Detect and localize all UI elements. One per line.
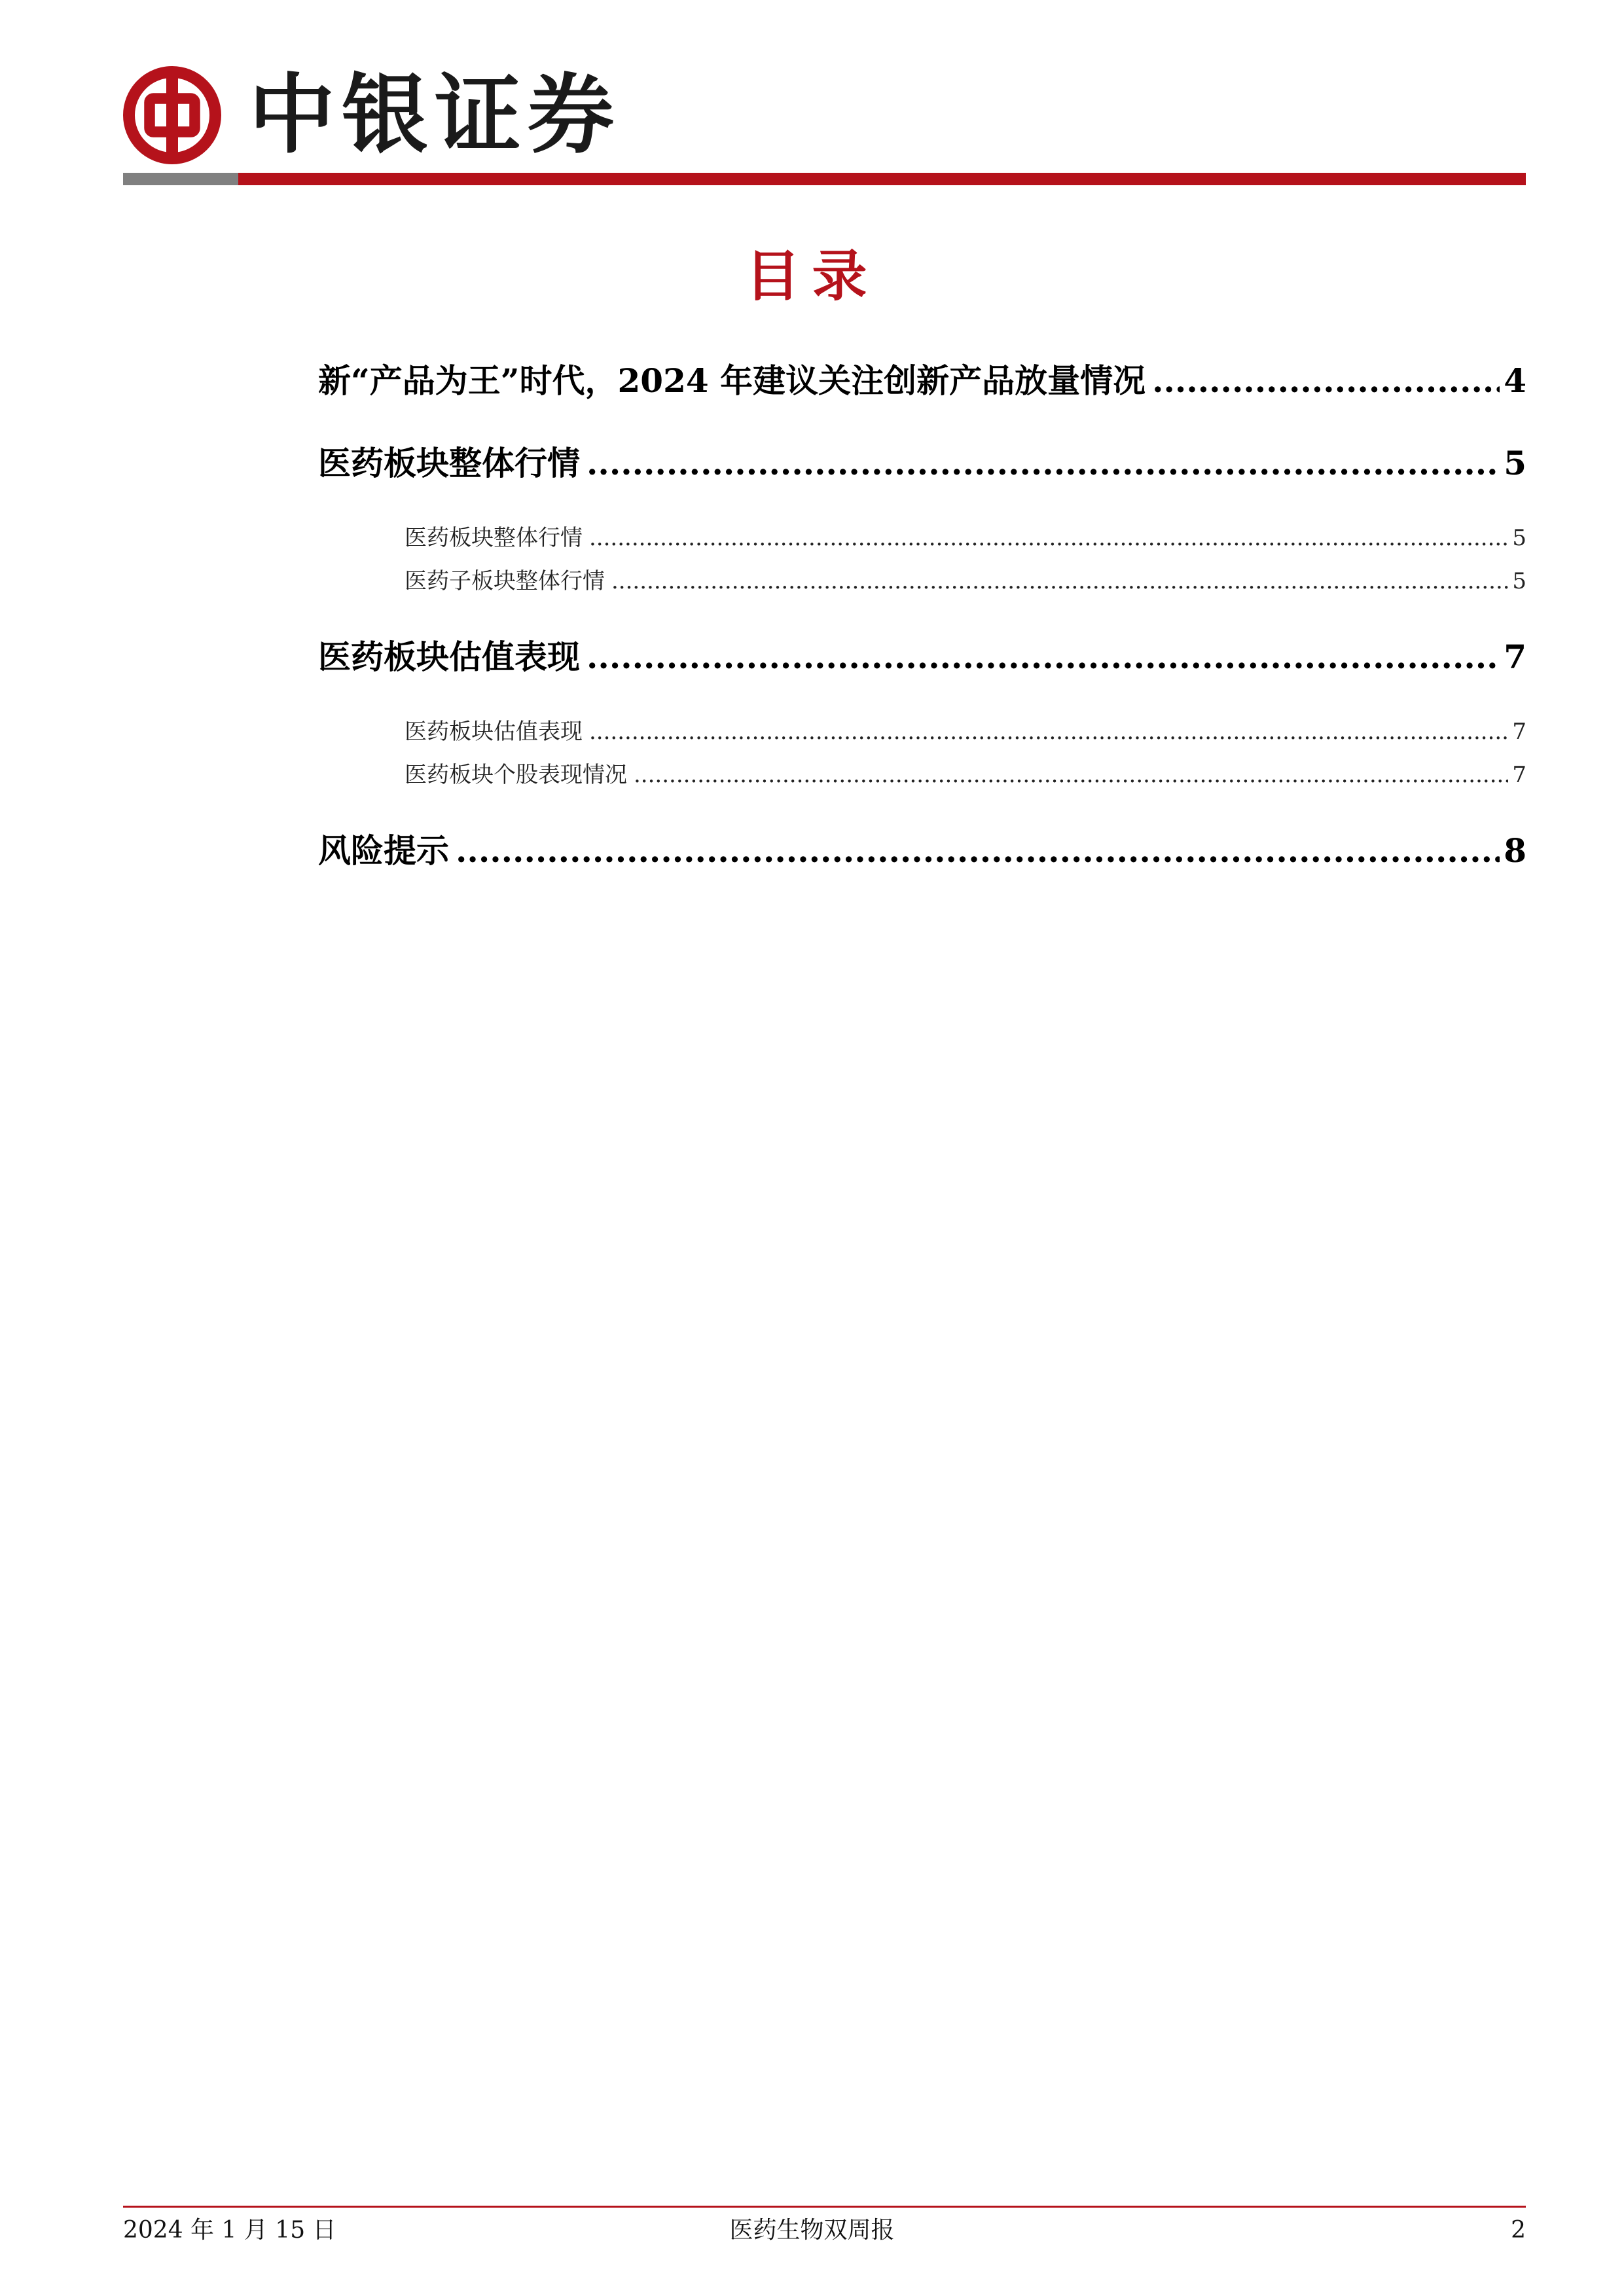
toc-entry-page: 7 [1512, 719, 1526, 745]
toc-entry-risk-warning[interactable] [318, 830, 1526, 872]
toc-entry-text: 医药板块估值表现 [405, 719, 583, 745]
toc-subentry-stock-performance[interactable] [405, 761, 1526, 789]
toc-entry-page: 8 [1504, 831, 1526, 870]
toc-title: 目录 [745, 243, 879, 308]
toc-entry-page: 5 [1512, 568, 1526, 594]
toc-entry-text: 医药板块整体行情 [405, 525, 583, 551]
toc-leader-dots [589, 524, 1508, 552]
toc-leader-dots [586, 442, 1500, 484]
toc-entry-text: 医药板块整体行情 [318, 444, 580, 482]
toc-entry-page: 4 [1504, 361, 1526, 400]
toc-entry-text: 医药子板块整体行情 [405, 568, 605, 594]
toc-leader-dots [634, 761, 1508, 789]
toc-entry-page: 5 [1512, 525, 1526, 551]
bank-of-china-logo-icon [123, 66, 221, 164]
toc-entry-text: 医药板块估值表现 [318, 637, 580, 676]
toc-entry-page: 7 [1504, 637, 1526, 676]
toc-leader-dots [1152, 360, 1500, 402]
toc-entry-page: 5 [1504, 444, 1526, 482]
toc-entry-text: 新“产品为王”时代，2024 年建议关注创新产品放量情况 [318, 361, 1146, 400]
toc-leader-dots [586, 636, 1500, 678]
toc-leader-dots [456, 830, 1500, 872]
toc-entry-page: 7 [1512, 762, 1526, 788]
page-header [123, 63, 621, 168]
brand-name: 中银证券 [249, 64, 621, 166]
footer-page-number: 2 [1511, 2217, 1526, 2244]
toc-leader-dots [611, 567, 1508, 596]
toc-entry-innovation-products[interactable] [318, 360, 1526, 402]
toc-subentry-subsector-market[interactable] [405, 567, 1526, 596]
header-rule-red [238, 173, 1526, 185]
footer-report-name: 医药生物双周报 [729, 2217, 895, 2244]
header-rule-gray [123, 173, 238, 185]
toc-entry-text: 医药板块个股表现情况 [405, 762, 627, 788]
toc-subentry-sector-market[interactable] [405, 524, 1526, 552]
toc-entry-sector-market[interactable] [318, 442, 1526, 484]
footer-rule [123, 2206, 1526, 2208]
toc-entry-text: 风险提示 [318, 831, 449, 870]
toc-leader-dots [589, 717, 1508, 746]
footer-date: 2024 年 1 月 15 日 [123, 2217, 336, 2244]
toc-entry-sector-valuation[interactable] [318, 636, 1526, 678]
toc-subentry-sector-valuation[interactable] [405, 717, 1526, 746]
